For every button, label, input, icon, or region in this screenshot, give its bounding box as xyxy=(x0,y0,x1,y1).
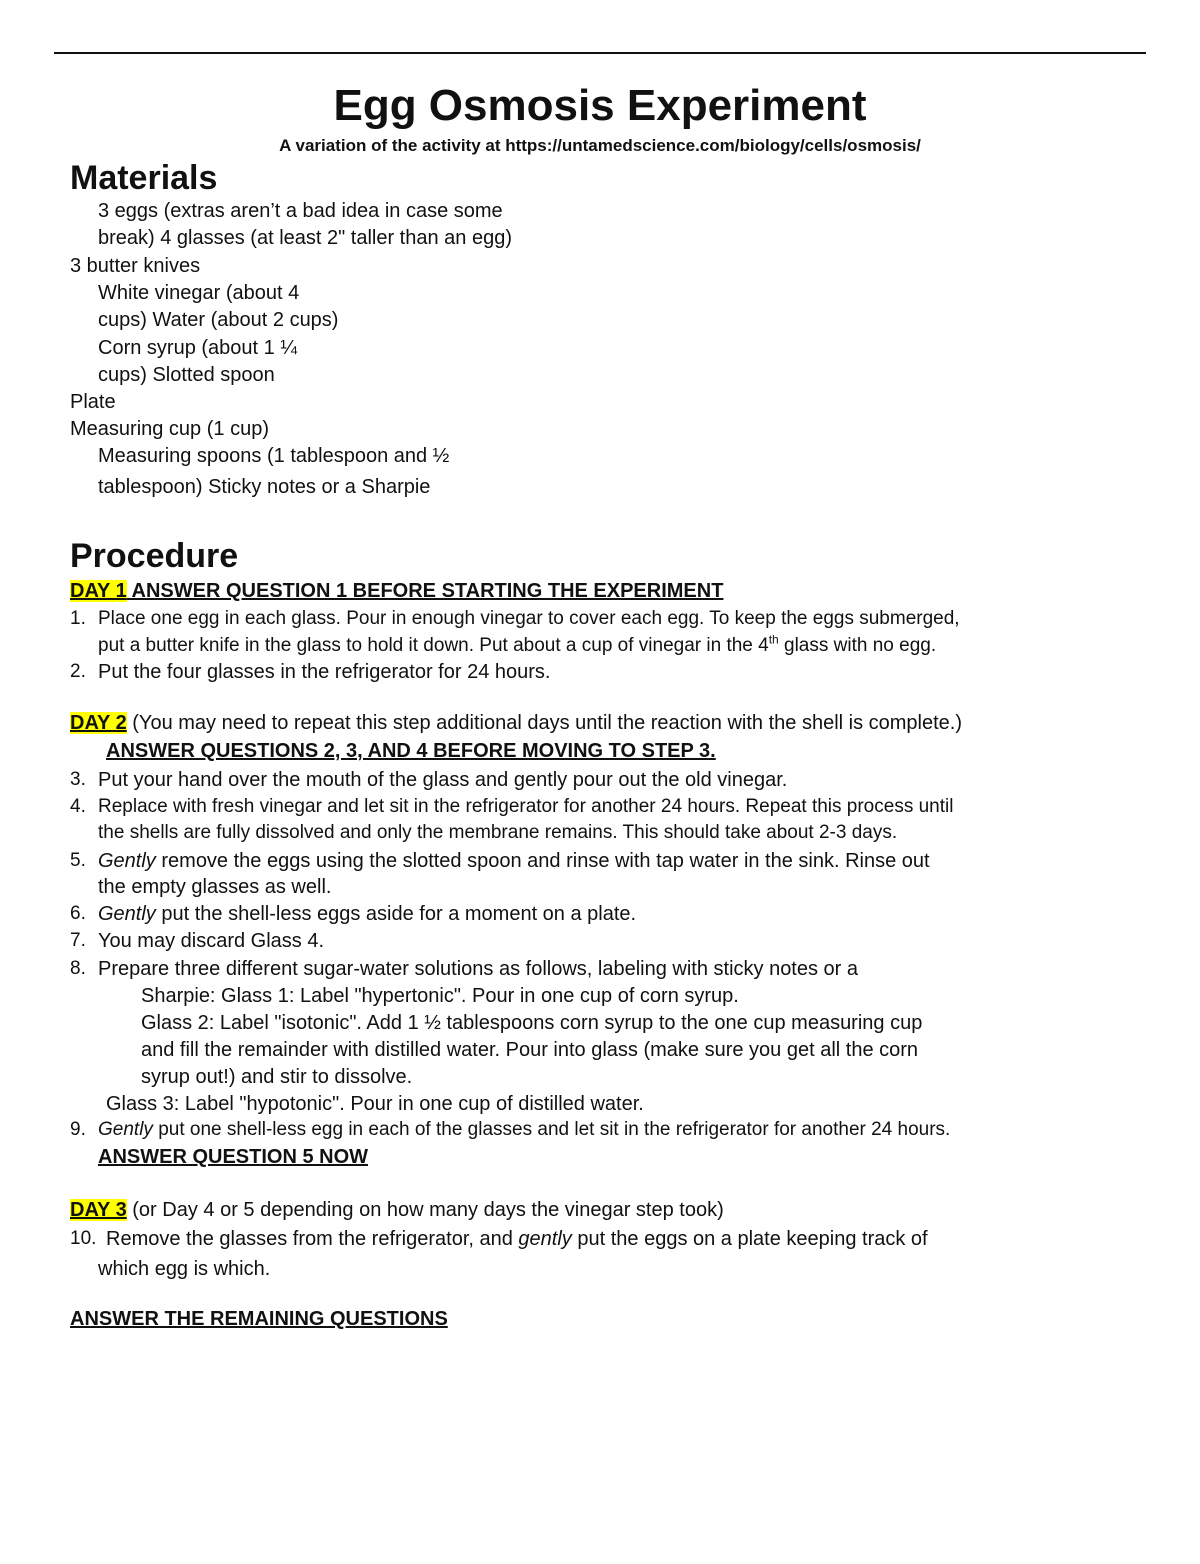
step5-emphasis: Gently xyxy=(98,850,156,872)
step8-line: syrup out!) and stir to dissolve. xyxy=(141,1066,413,1088)
step4-line: Replace with fresh vinegar and let sit in the refrigerator for another 24 hours. Repeat this process until xyxy=(98,796,954,817)
day3-header xyxy=(70,1197,724,1223)
materials-line: cups) Water (about 2 cups) xyxy=(98,309,339,331)
materials-line: 3 eggs (extras aren’t a bad idea in case some xyxy=(98,200,503,222)
top-rule xyxy=(54,52,1146,54)
step1-line: Place one egg in each glass. Pour in enough vinegar to cover each egg. To keep the eggs submerged, xyxy=(98,608,960,629)
step10-line xyxy=(106,1226,928,1252)
step10-line: which egg is which. xyxy=(98,1258,271,1280)
step9-line xyxy=(98,1117,950,1143)
step1-superscript: th xyxy=(768,632,779,647)
step8-line: and fill the remainder with distilled water. Pour into glass (make sure you get all the corn xyxy=(141,1039,919,1061)
page-subtitle: A variation of the activity at https://untamedscience.com/biology/cells/osmosis/ xyxy=(279,136,921,155)
materials-line: Measuring cup (1 cup) xyxy=(70,418,269,440)
day2-note: (You may need to repeat this step additional days until the reaction with the shell is complete.) xyxy=(126,712,963,734)
step-number: 9. xyxy=(70,1119,86,1140)
step5-line xyxy=(98,848,930,874)
step6-emphasis: Gently xyxy=(98,903,156,925)
step2-line: Put the four glasses in the refrigerator for 24 hours. xyxy=(98,661,551,683)
step-number: 3. xyxy=(70,769,86,790)
step8-line: Prepare three different sugar-water solutions as follows, labeling with sticky notes or a xyxy=(98,958,859,980)
day1-instruction: ANSWER QUESTION 1 BEFORE STARTING THE EXPERIMENT xyxy=(126,580,724,602)
materials-line: Corn syrup (about 1 ¼ xyxy=(98,337,297,359)
day2-label: DAY 2 xyxy=(70,712,127,734)
page-title: Egg Osmosis Experiment xyxy=(333,81,867,130)
final-instruction: ANSWER THE REMAINING QUESTIONS xyxy=(70,1308,448,1330)
day2-header xyxy=(70,710,962,736)
step4-line: the shells are fully dissolved and only the membrane remains. This should take about 2-3 days. xyxy=(98,822,898,843)
step6-line xyxy=(98,901,636,927)
day3-label: DAY 3 xyxy=(70,1199,127,1221)
materials-line: cups) Slotted spoon xyxy=(98,364,275,386)
step-number: 5. xyxy=(70,850,86,871)
materials-line: 3 butter knives xyxy=(70,255,201,277)
step-number: 8. xyxy=(70,958,86,979)
step7-line: You may discard Glass 4. xyxy=(98,930,325,952)
step6-text: put the shell-less eggs aside for a moment on a plate. xyxy=(155,903,637,925)
day1-label: DAY 1 xyxy=(70,580,127,602)
materials-line: White vinegar (about 4 xyxy=(98,282,300,304)
materials-line: Measuring spoons (1 tablespoon and ½ xyxy=(98,445,450,467)
day1-header xyxy=(70,578,723,604)
step1-text: glass with no egg. xyxy=(778,635,937,656)
step5-line: the empty glasses as well. xyxy=(98,876,332,898)
step5-text: remove the eggs using the slotted spoon and rinse with tap water in the sink. Rinse out xyxy=(155,850,930,872)
step1-text: put a butter knife in the glass to hold it down. Put about a cup of vinegar in the 4 xyxy=(98,635,769,656)
step-number: 7. xyxy=(70,930,86,951)
step-number: 6. xyxy=(70,903,86,924)
step10-text: put the eggs on a plate keeping track of xyxy=(571,1228,928,1250)
step10-text: Remove the glasses from the refrigerator, and xyxy=(106,1228,519,1250)
materials-heading: Materials xyxy=(70,159,218,197)
step-number: 1. xyxy=(70,608,86,629)
step8-line: Glass 3: Label "hypotonic". Pour in one cup of distilled water. xyxy=(106,1093,644,1115)
step9-emphasis: Gently xyxy=(98,1119,153,1140)
step8-line: Sharpie: Glass 1: Label "hypertonic". Pour in one cup of corn syrup. xyxy=(141,985,739,1007)
day2-instruction: ANSWER QUESTIONS 2, 3, AND 4 BEFORE MOVING TO STEP 3. xyxy=(106,740,716,762)
step3-line: Put your hand over the mouth of the glass and gently pour out the old vinegar. xyxy=(98,769,788,791)
step1-line xyxy=(98,633,936,659)
step-number: 4. xyxy=(70,796,86,817)
materials-line: break) 4 glasses (at least 2" taller than an egg) xyxy=(98,227,512,249)
day3-note: (or Day 4 or 5 depending on how many days the vinegar step took) xyxy=(126,1199,724,1221)
step9-answer: ANSWER QUESTION 5 NOW xyxy=(98,1146,369,1168)
step10-emphasis: gently xyxy=(518,1228,572,1250)
procedure-heading: Procedure xyxy=(70,537,239,575)
materials-line: Plate xyxy=(70,391,116,413)
step8-line: Glass 2: Label "isotonic". Add 1 ½ tablespoons corn syrup to the one cup measuring cup xyxy=(141,1012,923,1034)
step-number: 2. xyxy=(70,661,86,682)
step-number: 10. xyxy=(70,1228,97,1249)
step9-text: put one shell-less egg in each of the glasses and let sit in the refrigerator for another 24 hours. xyxy=(152,1119,951,1140)
materials-line: tablespoon) Sticky notes or a Sharpie xyxy=(98,476,431,498)
